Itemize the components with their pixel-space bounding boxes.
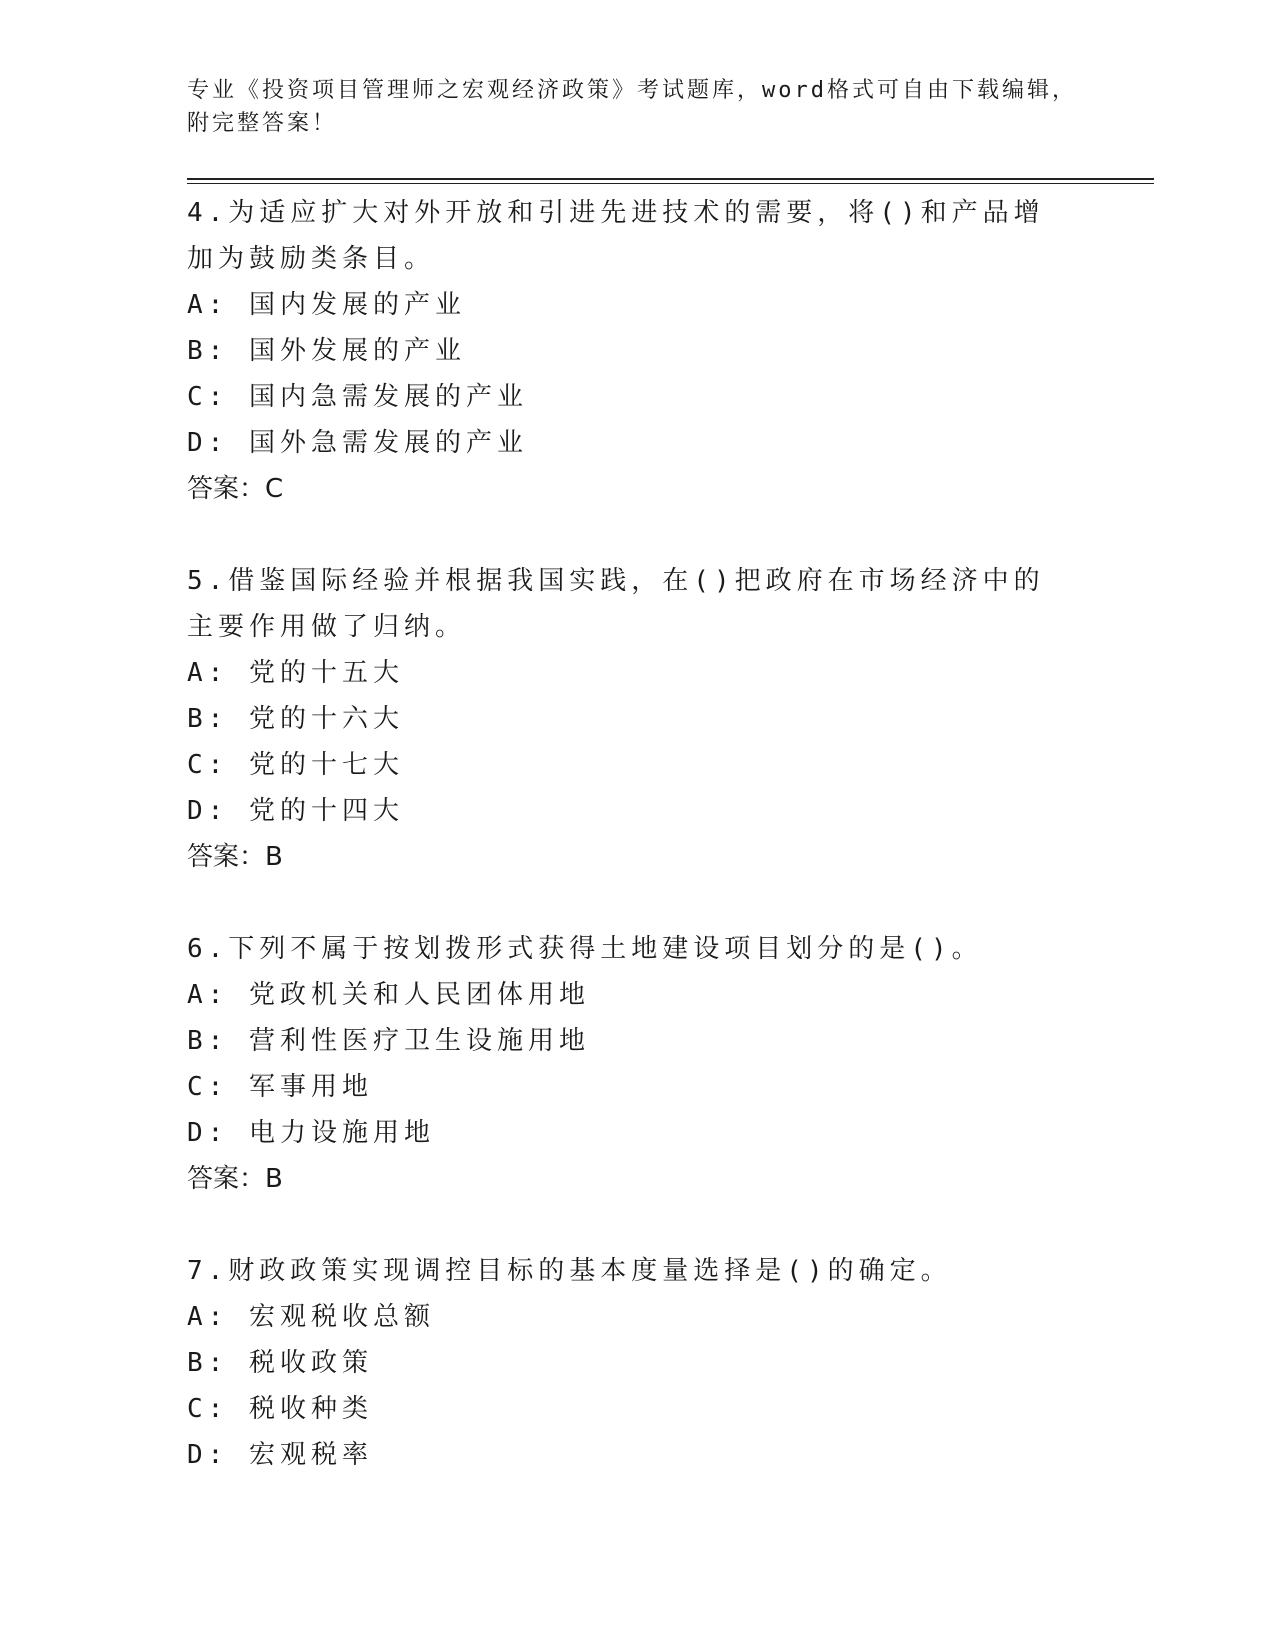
option-c: C: 党的十七大 [187, 750, 404, 780]
answer: 答案：B [187, 1164, 283, 1194]
question-6 [187, 926, 1087, 1202]
header-line-1: 专业《投资项目管理师之宏观经济政策》考试题库，word格式可自由下载编辑， [187, 78, 1077, 103]
option-d: D: 宏观税率 [187, 1440, 373, 1470]
question-list [187, 190, 1087, 1524]
option-b: B: 营利性医疗卫生设施用地 [187, 1026, 590, 1056]
header-divider-thin [187, 183, 1154, 184]
option-a: A: 宏观税收总额 [187, 1302, 435, 1332]
question-text: 6.下列不属于按划拨形式获得土地建设项目划分的是()。 [187, 934, 983, 964]
answer: 答案：B [187, 842, 283, 872]
header-line-2: 附完整答案！ [187, 111, 338, 136]
question-text: 5.借鉴国际经验并根据我国实践，在()把政府在市场经济中的主要作用做了归纳。 [187, 566, 1045, 642]
document-header [187, 74, 1077, 140]
option-a: A: 国内发展的产业 [187, 290, 466, 320]
option-a: A: 党的十五大 [187, 658, 404, 688]
option-b: B: 国外发展的产业 [187, 336, 466, 366]
option-c: C: 税收种类 [187, 1394, 373, 1424]
option-c: C: 军事用地 [187, 1072, 373, 1102]
question-4 [187, 190, 1087, 512]
option-d: D: 电力设施用地 [187, 1118, 435, 1148]
question-7 [187, 1248, 1087, 1478]
option-b: B: 党的十六大 [187, 704, 404, 734]
option-c: C: 国内急需发展的产业 [187, 382, 528, 412]
question-5 [187, 558, 1087, 880]
option-b: B: 税收政策 [187, 1348, 373, 1378]
question-text: 4.为适应扩大对外开放和引进先进技术的需要，将()和产品增加为鼓励类条目。 [187, 198, 1045, 274]
option-d: D: 国外急需发展的产业 [187, 428, 528, 458]
option-a: A: 党政机关和人民团体用地 [187, 980, 590, 1010]
option-d: D: 党的十四大 [187, 796, 404, 826]
header-divider-thick [187, 178, 1154, 180]
question-text: 7.财政政策实现调控目标的基本度量选择是()的确定。 [187, 1256, 952, 1286]
answer: 答案：C [187, 474, 284, 504]
